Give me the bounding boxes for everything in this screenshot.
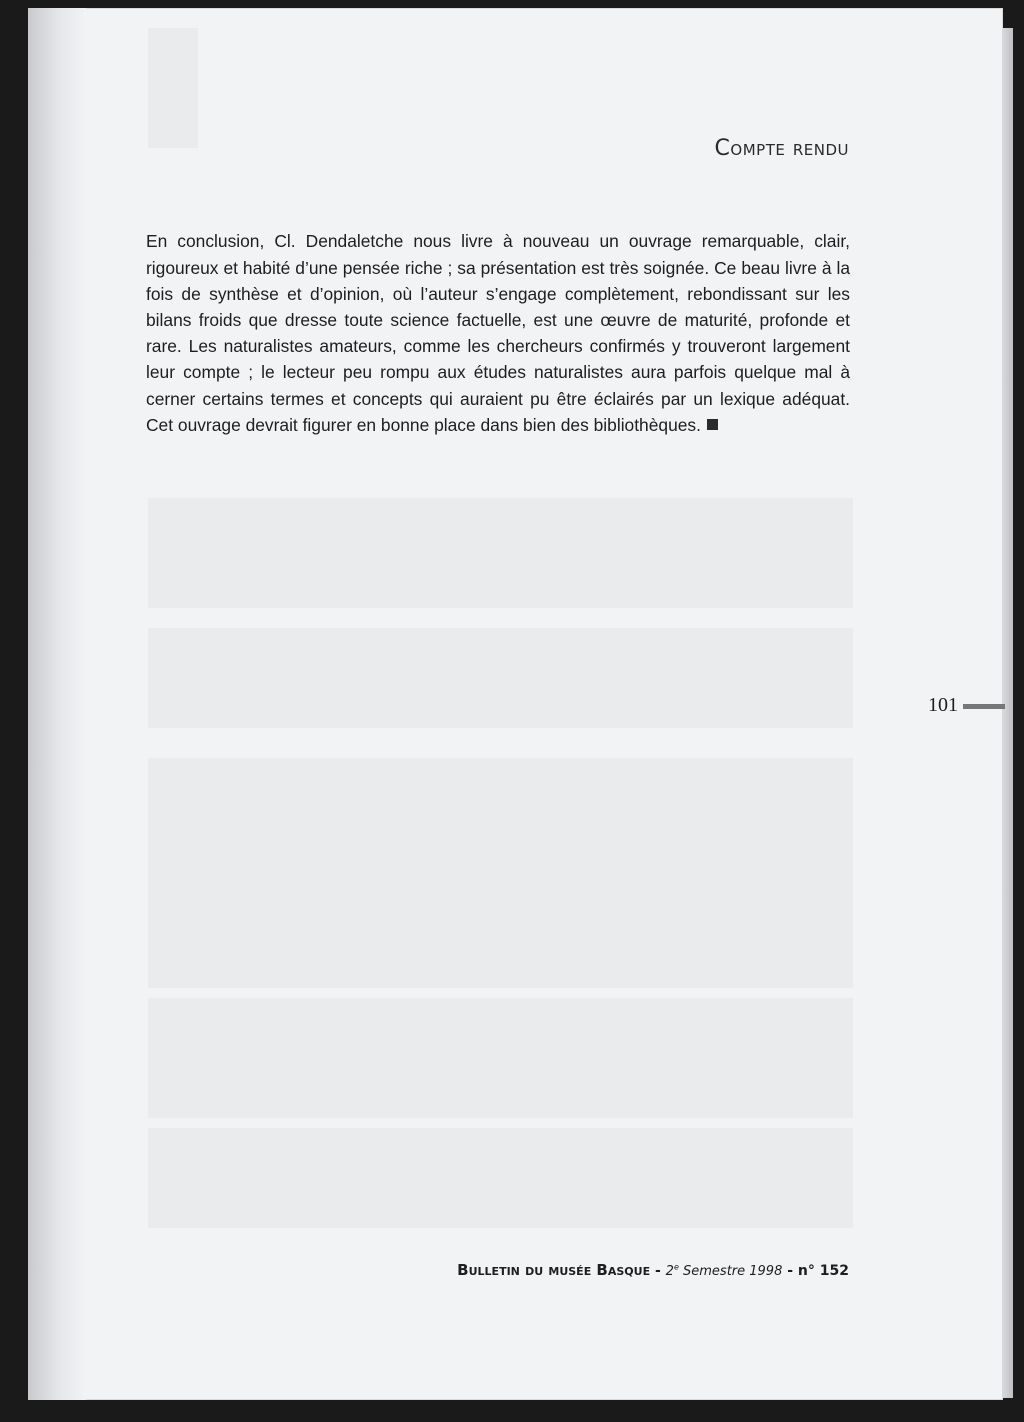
footer-issue-number: n° 152 — [797, 1263, 849, 1279]
page-number: 101 — [928, 694, 958, 716]
show-through-block — [148, 28, 198, 148]
show-through-block — [148, 998, 853, 1118]
footer-citation — [457, 1261, 849, 1279]
page-number-tab-marker — [963, 704, 1005, 709]
page-edge — [1003, 28, 1013, 1398]
footer-bulletin-name: Bulletin du musée Basque — [457, 1261, 651, 1279]
footer-separator: - — [782, 1263, 798, 1279]
document-page — [28, 8, 1003, 1400]
end-of-article-square-icon — [707, 419, 718, 430]
show-through-block — [148, 758, 853, 988]
section-title: Compte rendu — [714, 136, 849, 161]
footer-semester-sup: e — [673, 1262, 679, 1272]
footer-semester-number: 2 — [665, 1264, 674, 1279]
footer-semester — [666, 1264, 783, 1279]
article-paragraph — [146, 228, 850, 438]
show-through-block — [148, 498, 853, 608]
footer-separator: - — [650, 1263, 666, 1279]
binding-gutter — [28, 8, 86, 1400]
show-through-block — [148, 628, 853, 728]
footer-semester-label: Semestre 1998 — [678, 1264, 783, 1279]
paragraph-text: En conclusion, Cl. Dendaletche nous livre à nouveau un ouvrage remarquable, clair, rigoureux et habité d’une pensée riche ; sa présentation est très soignée. Ce beau livre à la fois de synthèse et d’opinion, où l’auteur s’engage complètement, rebondissant sur les bilans froids que dresse toute science factuelle, est une œuvre de maturité, profonde et rare. Les naturalistes amateurs, comme les chercheurs confirmés y trouveront largement leur compte ; le lecteur peu rompu aux études naturalistes aura parfois quelque mal à cerner certains termes et concepts qui auraient pu être éclairés par un lexique adéquat. Cet ouvrage devrait figurer en bonne place dans bien des bibliothèques. — [146, 231, 850, 435]
show-through-block — [148, 1128, 853, 1228]
